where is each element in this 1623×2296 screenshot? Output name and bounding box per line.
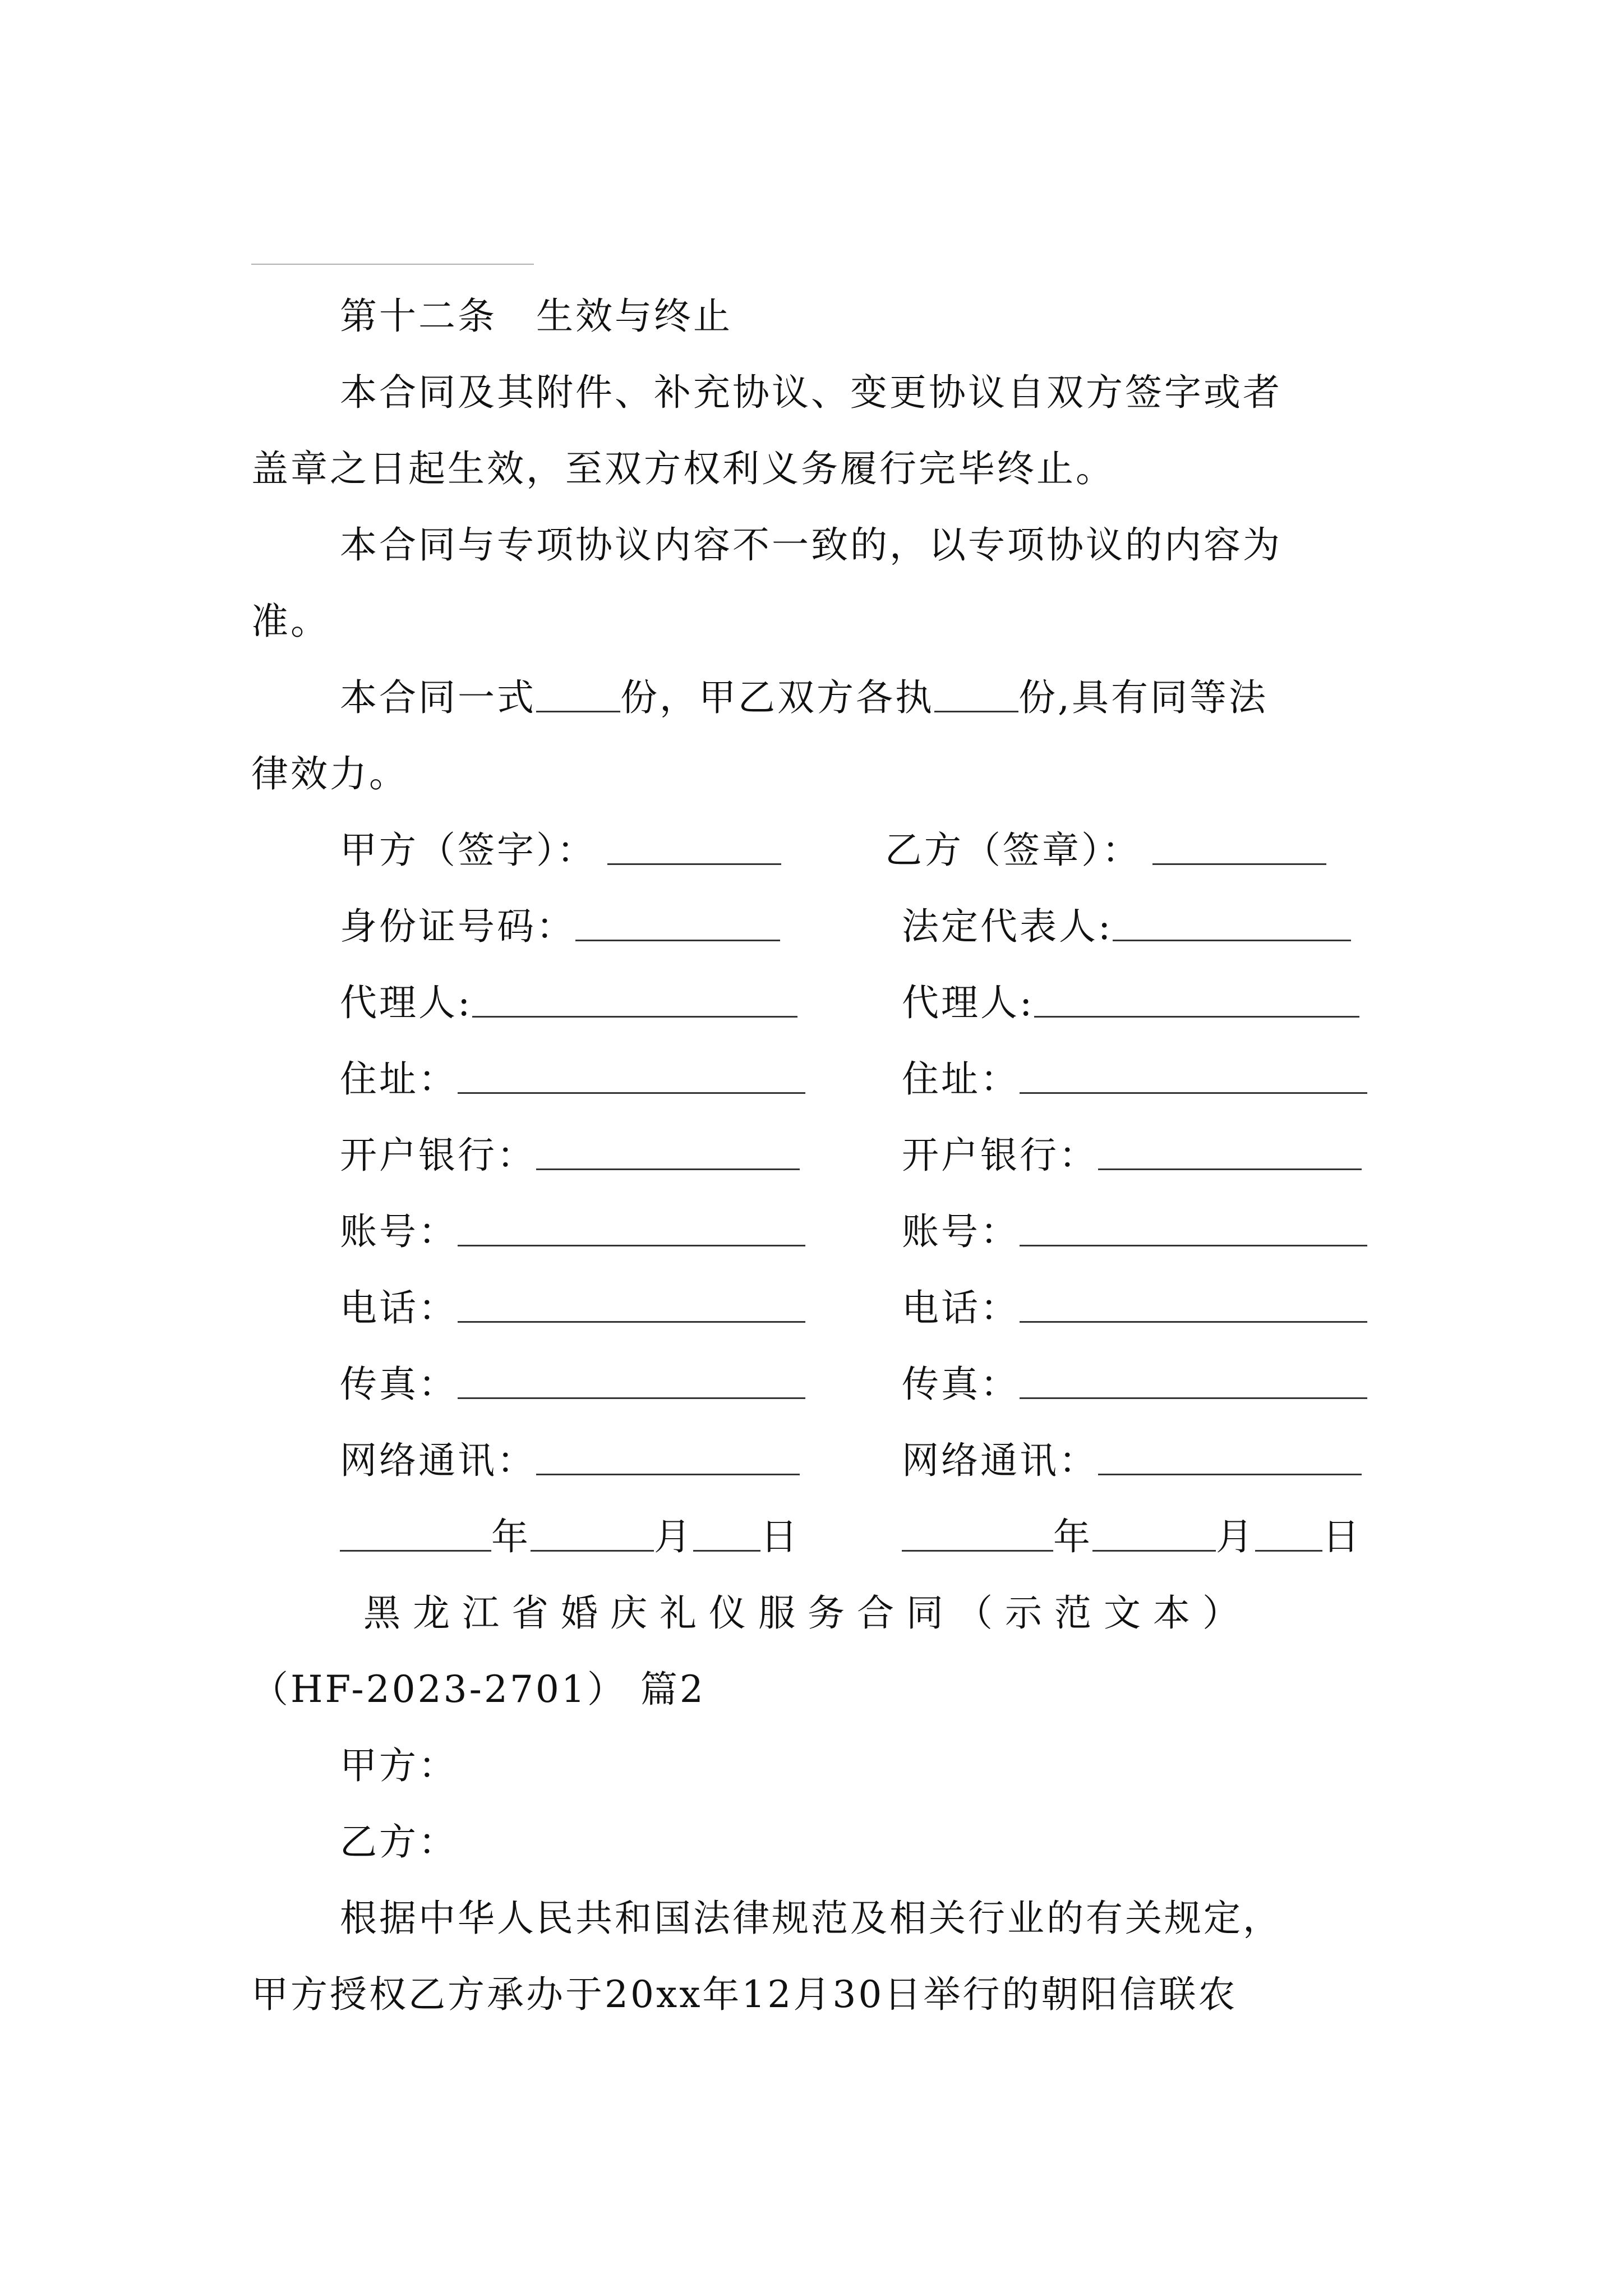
sig-right-label: 电话： — [902, 1286, 1020, 1329]
para3-line2: 律效力。 — [251, 752, 408, 795]
sig-left-row — [340, 1131, 800, 1180]
sig-right-row — [902, 902, 1351, 951]
sig-left-label: 传真： — [340, 1363, 458, 1406]
contract-title-line1: 黑龙江省婚庆礼仪服务合同（示范文本） — [363, 1591, 1252, 1635]
bank-a-blank[interactable] — [536, 1138, 800, 1170]
day-label: 日 — [1322, 1515, 1362, 1558]
para2-line2: 准。 — [251, 600, 330, 643]
sig-right-label: 账号： — [902, 1210, 1020, 1253]
year-a-blank[interactable] — [340, 1520, 491, 1552]
para3-line1 — [340, 673, 1467, 723]
para1-line2: 盖章之日起生效，至双方权利义务履行完毕终止。 — [251, 447, 1115, 490]
copies-each-blank[interactable] — [934, 680, 1018, 712]
sig-left-row — [340, 1207, 805, 1257]
body-line1: 根据中华人民共和国法律规范及相关行业的有关规定， — [340, 1897, 1282, 1940]
agent-b-blank[interactable] — [1034, 986, 1359, 1018]
fax-b-blank[interactable] — [1020, 1367, 1367, 1399]
sig-left-label: 住址： — [340, 1057, 458, 1101]
sig-right-row — [902, 1436, 1362, 1485]
year-label: 年 — [491, 1515, 531, 1558]
month-a-blank[interactable] — [531, 1520, 654, 1552]
sig-left-label: 网络通讯： — [340, 1439, 536, 1482]
sig-right-row — [902, 1360, 1367, 1409]
sig-right-label: 开户银行： — [902, 1134, 1098, 1177]
sig-right-row — [902, 1207, 1367, 1257]
sig-left-row — [340, 1055, 805, 1104]
year-b-blank[interactable] — [902, 1520, 1053, 1552]
copies-total-blank[interactable] — [536, 680, 620, 712]
phone-b-blank[interactable] — [1020, 1291, 1367, 1323]
sig-right-row — [902, 978, 1359, 1028]
para2-line1: 本合同与专项协议内容不一致的，以专项协议的内容为 — [340, 523, 1282, 567]
day-a-blank[interactable] — [693, 1520, 760, 1552]
sig-left-label: 电话： — [340, 1286, 458, 1329]
sig-left-label: 身份证号码： — [340, 905, 575, 948]
agent-a-blank[interactable] — [472, 986, 797, 1018]
address-b-blank[interactable] — [1020, 1062, 1367, 1094]
legal-rep-blank[interactable] — [1113, 909, 1351, 941]
network-a-blank[interactable] — [536, 1443, 800, 1475]
sig-left-label: 代理人: — [340, 981, 473, 1024]
day-label: 日 — [760, 1515, 800, 1558]
month-label: 月 — [1216, 1515, 1255, 1558]
contract-title-line2: （HF-2023-2701） 篇2 — [251, 1668, 706, 1711]
sig-right-label: 法定代表人: — [902, 905, 1113, 948]
month-b-blank[interactable] — [1092, 1520, 1216, 1552]
sig-left-row — [340, 826, 781, 875]
sig-right-label: 传真： — [902, 1363, 1020, 1406]
sig-left-label: 甲方（签字）： — [340, 829, 596, 872]
party-b-label: 乙方： — [340, 1820, 458, 1864]
header-rule — [251, 264, 534, 265]
party-b-sign-blank[interactable] — [1152, 833, 1326, 865]
sig-left-row — [340, 902, 780, 951]
sig-right-row — [902, 1283, 1367, 1333]
sig-right-label: 代理人: — [902, 981, 1035, 1024]
article-heading: 第十二条 生效与终止 — [340, 295, 732, 338]
phone-a-blank[interactable] — [458, 1291, 805, 1323]
account-a-blank[interactable] — [458, 1214, 805, 1246]
sig-left-row — [340, 978, 797, 1028]
account-b-blank[interactable] — [1020, 1214, 1367, 1246]
party-a-label: 甲方： — [340, 1744, 458, 1787]
sig-right-label: 乙方（签章）： — [885, 829, 1141, 872]
sig-left-row — [340, 1283, 805, 1333]
id-number-blank[interactable] — [575, 909, 780, 941]
day-b-blank[interactable] — [1255, 1520, 1322, 1552]
fax-a-blank[interactable] — [458, 1367, 805, 1399]
sig-left-label: 账号： — [340, 1210, 458, 1253]
para1-line1: 本合同及其附件、补充协议、变更协议自双方签字或者 — [340, 371, 1282, 414]
network-b-blank[interactable] — [1098, 1443, 1362, 1475]
body-line2: 甲方授权乙方承办于20xx年12月30日举行的朝阳信联农 — [251, 1973, 1238, 2016]
sig-right-row — [885, 826, 1326, 875]
para3-text-c: 份,具有同等法 — [1018, 676, 1268, 719]
para3-text-b: 份，甲乙双方各执 — [620, 676, 934, 719]
sig-right-label: 住址： — [902, 1057, 1020, 1101]
year-label: 年 — [1053, 1515, 1092, 1558]
date-left — [340, 1512, 800, 1562]
sig-right-label: 网络通讯： — [902, 1439, 1098, 1482]
sig-right-row — [902, 1055, 1367, 1104]
sig-right-row — [902, 1131, 1362, 1180]
sig-left-row — [340, 1360, 805, 1409]
sig-left-row — [340, 1436, 800, 1485]
sig-left-label: 开户银行： — [340, 1134, 536, 1177]
address-a-blank[interactable] — [458, 1062, 805, 1094]
date-right — [902, 1512, 1362, 1562]
month-label: 月 — [654, 1515, 693, 1558]
bank-b-blank[interactable] — [1098, 1138, 1362, 1170]
para3-text-a: 本合同一式 — [340, 676, 536, 719]
party-a-sign-blank[interactable] — [607, 833, 781, 865]
